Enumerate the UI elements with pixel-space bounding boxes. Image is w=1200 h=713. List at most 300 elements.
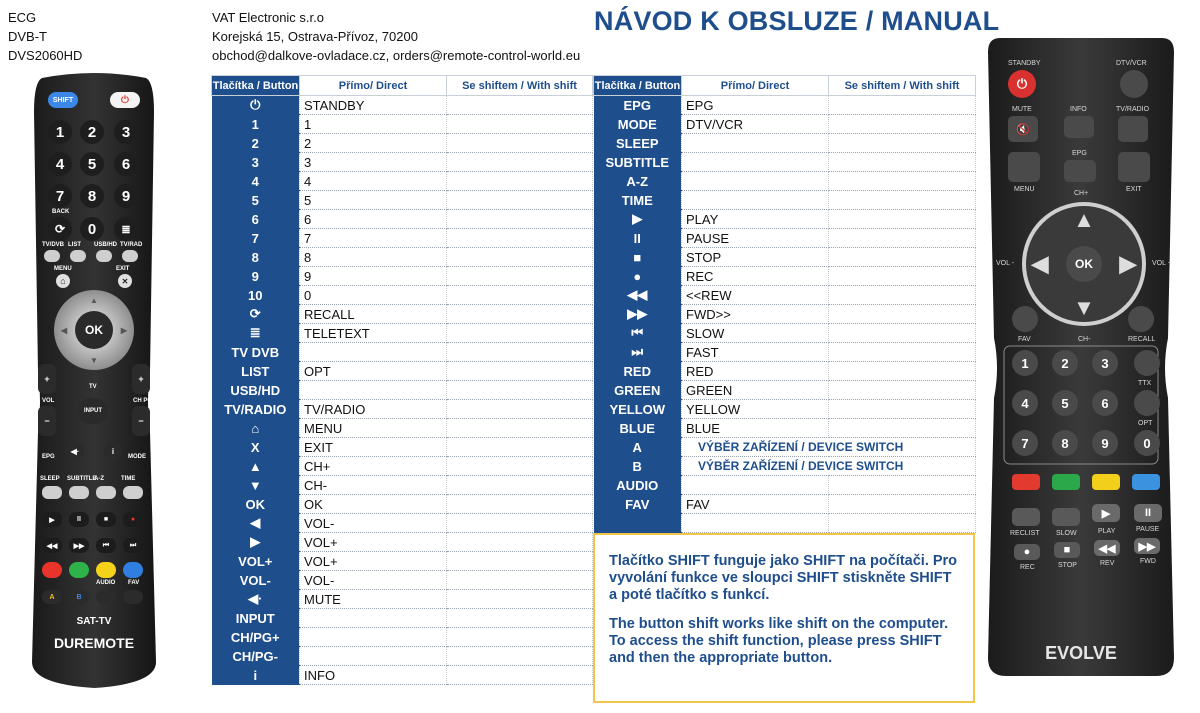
- reclist-button[interactable]: [1012, 508, 1040, 526]
- right-remote-image: [986, 38, 1176, 678]
- table-row: [594, 191, 976, 210]
- button-key-cell: SUBTITLE: [594, 153, 682, 172]
- direct-function-cell: 9: [300, 267, 447, 286]
- table-row: [594, 115, 976, 134]
- rec-button[interactable]: ●: [1014, 544, 1040, 560]
- table-row: [594, 438, 976, 457]
- table-row: [212, 590, 593, 609]
- ok-button[interactable]: OK: [76, 312, 112, 348]
- direct-function-cell: [682, 172, 829, 191]
- table-row: [212, 495, 593, 514]
- mute-button[interactable]: 🔇: [1008, 116, 1038, 142]
- stop-button[interactable]: ■: [1054, 542, 1080, 558]
- remote-label: MENU: [1014, 186, 1035, 193]
- device-info: [8, 8, 82, 65]
- table-row: [594, 96, 976, 115]
- number-key[interactable]: 2: [1052, 350, 1078, 376]
- direct-function-cell: [682, 134, 829, 153]
- transport-button[interactable]: ▶: [42, 512, 62, 527]
- number-key[interactable]: 3: [1092, 350, 1118, 376]
- remote-label: VOL +: [1152, 260, 1172, 267]
- transport-button[interactable]: II: [69, 512, 89, 527]
- shift-function-cell: [829, 267, 976, 286]
- exit-button[interactable]: [1118, 152, 1150, 182]
- button-key-cell: ⏻: [212, 96, 300, 115]
- right-arrow-icon: ▶: [120, 325, 128, 335]
- direct-function-cell: REC: [682, 267, 829, 286]
- info-button[interactable]: [1064, 116, 1094, 138]
- direct-function-cell: FAST: [682, 343, 829, 362]
- number-key[interactable]: 5: [80, 152, 104, 176]
- direct-function-cell: FAV: [682, 495, 829, 514]
- button-key-cell: ◀◀: [594, 286, 682, 305]
- table-row: [212, 419, 593, 438]
- function-label: SUBTITLE: [67, 476, 97, 482]
- exit-label: EXIT: [116, 266, 130, 272]
- shift-function-cell: [447, 495, 593, 514]
- shift-function-cell: [829, 514, 976, 533]
- button-key-cell: ▶: [594, 210, 682, 229]
- shift-function-cell: [447, 666, 593, 685]
- shift-function-cell: [447, 552, 593, 571]
- shift-button[interactable]: SHIFT: [48, 92, 78, 108]
- direct-function-cell: PLAY: [682, 210, 829, 229]
- shift-function-cell: [829, 305, 976, 324]
- direct-function-cell: DTV/VCR: [682, 115, 829, 134]
- audio-label: AUDIO: [96, 580, 116, 586]
- ok-button[interactable]: OK: [1066, 246, 1102, 282]
- button-key-cell: ≣: [212, 324, 300, 343]
- direct-function-cell: TV/RADIO: [300, 400, 447, 419]
- ch-down-button[interactable]: −: [132, 406, 150, 436]
- shift-function-cell: [447, 134, 593, 153]
- rev-button[interactable]: ◀◀: [1094, 540, 1120, 556]
- vol-up-button[interactable]: +: [38, 364, 56, 394]
- remote-label: EXIT: [1126, 186, 1142, 193]
- function-label: USB/HD: [94, 242, 118, 248]
- direct-function-cell: [300, 647, 447, 666]
- shift-function-cell: [829, 400, 976, 419]
- shift-function-cell: [447, 628, 593, 647]
- number-key[interactable]: 8: [80, 184, 104, 208]
- remote-label: EPG: [1072, 150, 1087, 157]
- shift-function-cell: [829, 96, 976, 115]
- table-row: [594, 343, 976, 362]
- table-row: [212, 343, 593, 362]
- button-key-cell: 7: [212, 229, 300, 248]
- play-button[interactable]: ▶: [1092, 504, 1120, 522]
- menu-button[interactable]: [1008, 152, 1040, 182]
- table-row: [212, 210, 593, 229]
- table-row: [212, 191, 593, 210]
- shift-function-cell: [829, 115, 976, 134]
- number-key[interactable]: 8: [1052, 430, 1078, 456]
- direct-function-cell: VOL+: [300, 533, 447, 552]
- table-row: [594, 495, 976, 514]
- red-key[interactable]: [42, 562, 62, 578]
- button-key-cell: ▼: [212, 476, 300, 495]
- yellow-key[interactable]: [96, 562, 116, 578]
- function-button[interactable]: [122, 250, 138, 262]
- table-row: [594, 305, 976, 324]
- button-key-cell: CH/PG-: [212, 647, 300, 666]
- direct-function-cell: VOL-: [300, 514, 447, 533]
- remote-label: REC: [1020, 564, 1035, 571]
- direct-function-cell: MUTE: [300, 590, 447, 609]
- table-row: [212, 153, 593, 172]
- ch-up-button[interactable]: +: [132, 364, 150, 394]
- transport-button[interactable]: ▶▶: [69, 538, 89, 553]
- function-label: TV/DVB: [42, 242, 65, 248]
- left-arrow-icon: ◀: [1031, 251, 1049, 276]
- direct-function-cell: [682, 514, 829, 533]
- ch-label: CH PG: [133, 398, 153, 404]
- exit-button[interactable]: ✕: [118, 274, 132, 288]
- number-key[interactable]: 4: [1012, 390, 1038, 416]
- col-header-button: Tlačítka / Button: [212, 76, 300, 96]
- direct-function-cell: TELETEXT: [300, 324, 447, 343]
- shift-function-cell: [447, 305, 593, 324]
- button-table-left: [211, 75, 593, 685]
- button-key-cell: i: [212, 666, 300, 685]
- standby-button[interactable]: ⏻: [1008, 70, 1036, 98]
- direct-function-cell: FWD>>: [682, 305, 829, 324]
- button-key-cell: MODE: [594, 115, 682, 134]
- remote-label: INFO: [1070, 106, 1087, 113]
- transport-button[interactable]: ⏭: [123, 538, 143, 553]
- shift-function-cell: [447, 229, 593, 248]
- col-header-shift: Se shiftem / With shift: [829, 76, 976, 96]
- table-row: [594, 476, 976, 495]
- number-key[interactable]: 0: [1134, 430, 1160, 456]
- shift-function-cell: [447, 286, 593, 305]
- table-row: [212, 267, 593, 286]
- recall-button[interactable]: [1128, 306, 1154, 332]
- page-title: NÁVOD K OBSLUZE / MANUAL: [594, 6, 1000, 36]
- remote-label: PLAY: [1098, 528, 1116, 535]
- left-arrow-icon: ◀: [60, 325, 68, 335]
- button-key-cell: 4: [212, 172, 300, 191]
- company-line: Korejská 15, Ostrava-Přívoz, 70200: [212, 29, 418, 44]
- table-row: [594, 419, 976, 438]
- remote-label: VOL -: [996, 260, 1015, 267]
- epg-button[interactable]: [1064, 160, 1096, 182]
- button-key-cell: ⏮: [594, 324, 682, 343]
- remote-label: SLOW: [1056, 530, 1077, 537]
- table-row: [212, 514, 593, 533]
- shift-function-cell: [447, 533, 593, 552]
- table-row: [594, 153, 976, 172]
- direct-function-cell: STANDBY: [300, 96, 447, 115]
- yellow-key[interactable]: [1092, 474, 1120, 490]
- mode-label: MODE: [128, 454, 146, 460]
- button-key-cell: 9: [212, 267, 300, 286]
- shift-function-cell: [447, 248, 593, 267]
- remote-label: MUTE: [1012, 106, 1032, 113]
- number-key[interactable]: 7: [1012, 430, 1038, 456]
- table-row: [594, 400, 976, 419]
- button-key-cell: 2: [212, 134, 300, 153]
- shift-function-cell: [447, 647, 593, 666]
- remote-label: CH-: [1078, 336, 1091, 343]
- function-button[interactable]: [42, 486, 62, 499]
- down-arrow-icon: ▼: [90, 355, 98, 365]
- direct-function-cell: [300, 628, 447, 647]
- company-info: [212, 8, 580, 65]
- direct-function-cell: 7: [300, 229, 447, 248]
- number-key[interactable]: 3: [114, 120, 138, 144]
- button-key-cell: BLUE: [594, 419, 682, 438]
- teletext-button[interactable]: ≣: [114, 217, 138, 241]
- direct-function-cell: VOL-: [300, 571, 447, 590]
- shift-function-cell: [447, 438, 593, 457]
- table-row: [212, 134, 593, 153]
- shift-function-cell: [447, 381, 593, 400]
- table-row: [594, 324, 976, 343]
- shift-function-cell: [829, 248, 976, 267]
- direct-function-cell: [682, 476, 829, 495]
- table-row: [212, 229, 593, 248]
- direct-function-cell: 2: [300, 134, 447, 153]
- green-key[interactable]: [69, 562, 89, 578]
- epg-label: EPG: [42, 454, 55, 460]
- fav-label: FAV: [128, 580, 140, 586]
- number-key[interactable]: 6: [1092, 390, 1118, 416]
- transport-button[interactable]: ⏮: [96, 538, 116, 553]
- number-key[interactable]: 9: [114, 184, 138, 208]
- table-row: [212, 172, 593, 191]
- direct-function-cell: [682, 153, 829, 172]
- blue-key[interactable]: [123, 562, 143, 578]
- shift-function-cell: [829, 286, 976, 305]
- direct-function-cell: EPG: [682, 96, 829, 115]
- number-key[interactable]: 5: [1052, 390, 1078, 416]
- table-row: [212, 571, 593, 590]
- button-key-cell: ▲: [212, 457, 300, 476]
- remote-label: RECALL: [1128, 336, 1156, 343]
- fwd-button[interactable]: ▶▶: [1134, 538, 1160, 554]
- number-key[interactable]: 0: [80, 217, 104, 241]
- note-english: The button shift works like shift on the computer. To access the shift function, please press SHIFT and then the appropriate button.: [609, 616, 949, 666]
- shift-note: [593, 533, 975, 703]
- table-row: [212, 115, 593, 134]
- number-key[interactable]: 1: [48, 120, 72, 144]
- remote-label: CH+: [1074, 190, 1089, 197]
- shift-function-cell: [447, 153, 593, 172]
- number-key[interactable]: 1: [1012, 350, 1038, 376]
- button-key-cell: 6: [212, 210, 300, 229]
- device-line: DVS2060HD: [8, 48, 83, 63]
- shift-function-cell: [447, 96, 593, 115]
- button-key-cell: A: [594, 438, 682, 457]
- remote-label: OPT: [1138, 420, 1153, 427]
- shift-function-cell: [829, 153, 976, 172]
- direct-function-cell: 0: [300, 286, 447, 305]
- remote-label: REV: [1100, 560, 1115, 567]
- shift-function-cell: [447, 609, 593, 628]
- shift-function-cell: [447, 172, 593, 191]
- opt-button[interactable]: [1134, 390, 1160, 416]
- shift-function-cell: [447, 343, 593, 362]
- mute-button[interactable]: ◀·: [66, 444, 84, 458]
- table-row: [212, 628, 593, 647]
- vol-down-button[interactable]: −: [38, 406, 56, 436]
- vol-label: VOL: [42, 398, 55, 404]
- shift-function-cell: [829, 191, 976, 210]
- back-button[interactable]: ⟳: [48, 217, 72, 241]
- button-key-cell: RED: [594, 362, 682, 381]
- menu-label: MENU: [54, 266, 72, 272]
- function-button[interactable]: [96, 250, 112, 262]
- remote-label: TTX: [1138, 380, 1152, 387]
- remote-label: FAV: [1018, 336, 1031, 343]
- fav-button[interactable]: [123, 590, 143, 604]
- button-key-cell: SLEEP: [594, 134, 682, 153]
- transport-button[interactable]: ■: [96, 512, 116, 527]
- remote-label: STOP: [1058, 562, 1077, 569]
- button-key-cell: ■: [594, 248, 682, 267]
- function-label: SLEEP: [40, 476, 60, 482]
- shift-function-cell: [447, 514, 593, 533]
- remote-label: RECLIST: [1010, 530, 1040, 537]
- table-row: [594, 248, 976, 267]
- shift-function-cell: [447, 571, 593, 590]
- function-label: A-Z: [94, 476, 104, 482]
- button-key-cell: VOL+: [212, 552, 300, 571]
- table-row: [212, 476, 593, 495]
- direct-function-cell: PAUSE: [682, 229, 829, 248]
- remote-label: PAUSE: [1136, 526, 1160, 533]
- pause-button[interactable]: II: [1134, 504, 1162, 522]
- remote-label: DTV/VCR: [1116, 60, 1147, 67]
- button-key-cell: INPUT: [212, 609, 300, 628]
- device-switch-cell: VÝBĚR ZAŘÍZENÍ / DEVICE SWITCH: [682, 438, 976, 457]
- function-button[interactable]: [70, 250, 86, 262]
- shift-function-cell: [447, 419, 593, 438]
- button-key-cell: OK: [212, 495, 300, 514]
- table-row: [212, 286, 593, 305]
- power-button[interactable]: ⏻: [110, 92, 140, 108]
- table-row: [594, 381, 976, 400]
- table-row: [594, 172, 976, 191]
- audio-button[interactable]: [96, 590, 116, 604]
- direct-function-cell: STOP: [682, 248, 829, 267]
- button-key-cell: [594, 514, 682, 533]
- button-key-cell: TV/RADIO: [212, 400, 300, 419]
- table-row: [212, 609, 593, 628]
- button-key-cell: 1: [212, 115, 300, 134]
- remote-label: STANDBY: [1008, 60, 1041, 67]
- input-button[interactable]: INPUT: [78, 398, 108, 424]
- col-header-button: Tlačítka / Button: [594, 76, 682, 96]
- transport-button[interactable]: ●: [123, 512, 143, 527]
- direct-function-cell: EXIT: [300, 438, 447, 457]
- button-key-cell: ▶▶: [594, 305, 682, 324]
- table-row: [594, 229, 976, 248]
- number-key[interactable]: 7: [48, 184, 72, 208]
- info-button[interactable]: i: [104, 444, 122, 458]
- table-row: [594, 362, 976, 381]
- number-key[interactable]: 9: [1092, 430, 1118, 456]
- red-key[interactable]: [1012, 474, 1040, 490]
- direct-function-cell: [682, 191, 829, 210]
- table-row: [212, 381, 593, 400]
- button-key-cell: ◀·: [212, 590, 300, 609]
- function-button[interactable]: [44, 250, 60, 262]
- direct-function-cell: OK: [300, 495, 447, 514]
- table-row: [594, 514, 976, 533]
- function-label: LIST: [68, 242, 81, 248]
- direct-function-cell: MENU: [300, 419, 447, 438]
- button-key-cell: ⏭: [594, 343, 682, 362]
- col-header-direct: Přímo/ Direct: [682, 76, 829, 96]
- shift-function-cell: [829, 134, 976, 153]
- button-key-cell: 10: [212, 286, 300, 305]
- direct-function-cell: INFO: [300, 666, 447, 685]
- table-row: [212, 552, 593, 571]
- number-key[interactable]: 2: [80, 120, 104, 144]
- direct-function-cell: CH+: [300, 457, 447, 476]
- shift-function-cell: [447, 267, 593, 286]
- direct-function-cell: GREEN: [682, 381, 829, 400]
- function-button[interactable]: [69, 486, 89, 499]
- direct-function-cell: [300, 609, 447, 628]
- table-row: [212, 533, 593, 552]
- table-row: [594, 457, 976, 476]
- number-key[interactable]: 4: [48, 152, 72, 176]
- green-key[interactable]: [1052, 474, 1080, 490]
- brand-logo: EVOLVE: [1045, 642, 1117, 663]
- shift-function-cell: [829, 381, 976, 400]
- b-button[interactable]: B: [69, 590, 89, 604]
- button-key-cell: ⟳: [212, 305, 300, 324]
- table-row: [212, 362, 593, 381]
- ttx-button[interactable]: [1134, 350, 1160, 376]
- blue-key[interactable]: [1132, 474, 1160, 490]
- button-table-right: [593, 75, 976, 533]
- button-key-cell: ▶: [212, 533, 300, 552]
- direct-function-cell: SLOW: [682, 324, 829, 343]
- direct-function-cell: 4: [300, 172, 447, 191]
- fav-button[interactable]: [1012, 306, 1038, 332]
- company-line: obchod@dalkove-ovladace.cz, orders@remote-control-world.eu: [212, 48, 581, 63]
- button-key-cell: 8: [212, 248, 300, 267]
- menu-button[interactable]: ⌂: [56, 274, 70, 288]
- slow-button[interactable]: [1052, 508, 1080, 526]
- button-key-cell: X: [212, 438, 300, 457]
- tv-label: TV: [89, 384, 97, 390]
- button-key-cell: ●: [594, 267, 682, 286]
- tv-radio-button[interactable]: [1118, 116, 1148, 142]
- remote-label: TV/RADIO: [1116, 106, 1150, 113]
- table-row: [212, 96, 593, 115]
- table-row: [594, 267, 976, 286]
- function-button[interactable]: [123, 486, 143, 499]
- dtv-vcr-button[interactable]: [1120, 70, 1148, 98]
- a-button[interactable]: A: [42, 590, 62, 604]
- button-key-cell: B: [594, 457, 682, 476]
- button-key-cell: ◀: [212, 514, 300, 533]
- table-row: [212, 457, 593, 476]
- device-line: ECG: [8, 10, 37, 25]
- button-key-cell: TIME: [594, 191, 682, 210]
- button-key-cell: TV DVB: [212, 343, 300, 362]
- direct-function-cell: RED: [682, 362, 829, 381]
- function-button[interactable]: [96, 486, 116, 499]
- transport-button[interactable]: ◀◀: [42, 538, 62, 553]
- direct-function-cell: [300, 343, 447, 362]
- number-key[interactable]: 6: [114, 152, 138, 176]
